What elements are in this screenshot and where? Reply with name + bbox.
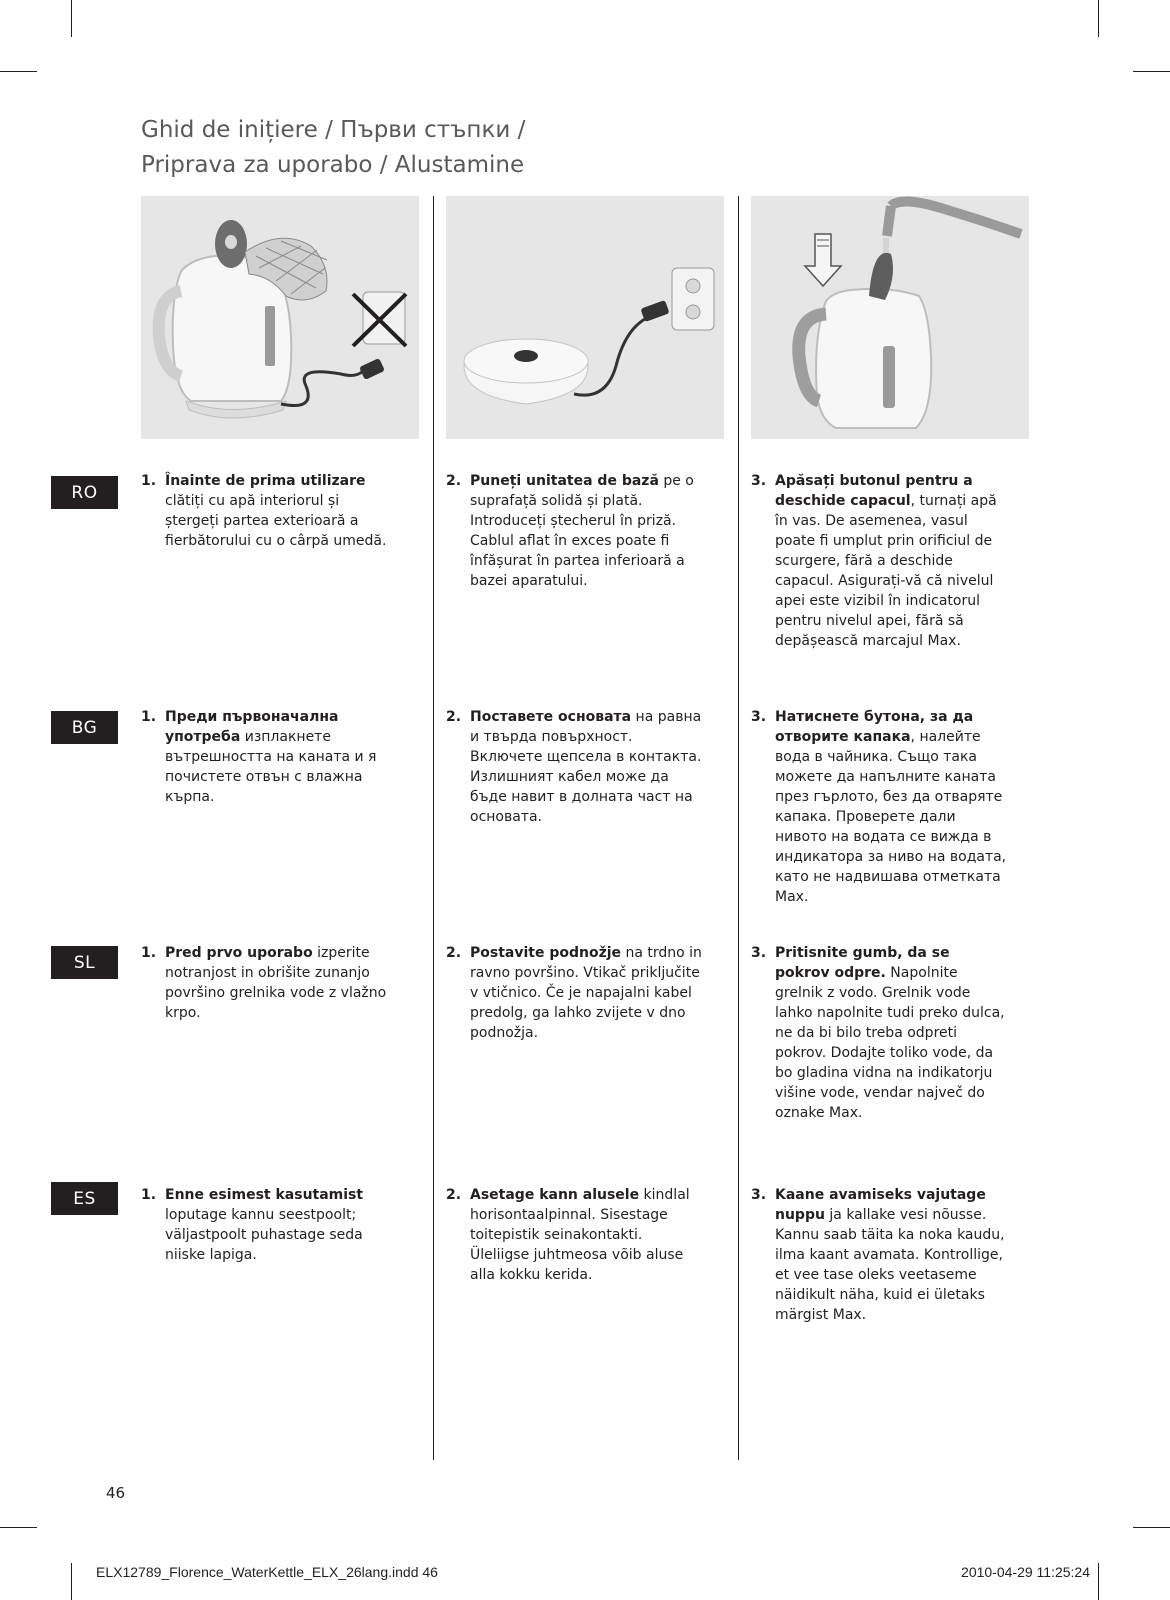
page-title-line-2: Priprava za uporabo / Alustamine: [141, 152, 525, 178]
kettle-rinse-illustration: [141, 196, 419, 439]
step-es-3: [751, 1185, 1007, 1325]
step-text: ja kallake vesi nõusse. Kannu saab täita ka noka kaudu, ilma kaant avamata. Kontrollige, et vee tase oleks veetaseme näidikult näha, kuid ei ületaks märgist Max.: [775, 1207, 1005, 1323]
language-badge-sl: SL: [51, 946, 118, 979]
step-title: Puneți unitatea de bază: [470, 473, 659, 489]
crop-mark: [0, 1527, 37, 1528]
page-title: [141, 113, 525, 183]
step-text: pe o suprafață solidă și plată. Introduceți ștecherul în priză. Cablul aflat în exces poate fi înfășurat în partea inferioară a bazei aparatului.: [470, 473, 694, 589]
step-sl-1: [141, 943, 397, 1023]
step-title: Apăsați butonul pentru a deschide capacul: [775, 473, 973, 509]
step-es-1: [141, 1185, 397, 1265]
step-title: Pritisnite gumb, da se pokrov odpre.: [775, 945, 950, 981]
step-text: clătiți cu apă interiorul și ștergeți partea exterioară a fierbătorului cu o cârpă umedă.: [165, 493, 387, 549]
crop-mark: [1133, 1527, 1170, 1528]
language-badge-ro: RO: [51, 476, 118, 509]
step-text: , turnați apă în vas. De asemenea, vasul poate fi umplut prin orificiul de scurgere, fără a deschide capacul. Asigurați-vă că nivelul apei este vizibil în indicatorul pentru nivelul apei, fără să depășească marcajul Max.: [775, 493, 997, 649]
language-badge-bg: BG: [51, 711, 118, 744]
step-text: na trdno in ravno površino. Vtikač priključite v vtičnico. Če je napajalni kabel predolg, ga lahko zvijete v dno podnožja.: [470, 945, 702, 1041]
step-title: Натиснете бутона, за да отворите капака: [775, 709, 974, 745]
crop-mark: [1133, 71, 1170, 72]
step-number: 3.: [751, 473, 767, 489]
step-text: izperite notranjost in obrišite zunanjo površino grelnika vode z vlažno krpo.: [165, 945, 387, 1021]
step-bg-2: [446, 707, 702, 827]
crop-mark: [1098, 1563, 1099, 1600]
page-title-line-1: Ghid de inițiere / Първи стъпки /: [141, 117, 526, 143]
step-number: 1.: [141, 1187, 157, 1203]
step-number: 3.: [751, 1187, 767, 1203]
crop-mark: [0, 71, 37, 72]
step-text: loputage kannu seestpoolt; väljastpoolt puhastage seda niiske lapiga.: [165, 1207, 363, 1263]
step-sl-3: [751, 943, 1007, 1123]
step-number: 3.: [751, 945, 767, 961]
step-number: 1.: [141, 473, 157, 489]
kettle-fill-illustration: [751, 196, 1029, 439]
page-number: 46: [106, 1484, 126, 1502]
step-ro-1: [141, 471, 397, 551]
step-number: 3.: [751, 709, 767, 725]
step-number: 1.: [141, 945, 157, 961]
step-number: 2.: [446, 473, 462, 489]
step-es-2: [446, 1185, 702, 1285]
step-ro-2: [446, 471, 702, 591]
step-text: изплакнете вътрешността на каната и я почистете отвън с влажна кърпа.: [165, 729, 377, 805]
step-title: Înainte de prima utilizare: [165, 473, 366, 489]
step-title: Поставете основата: [470, 709, 632, 725]
step-bg-3: [751, 707, 1007, 907]
step-text: , налейте вода в чайника. Също така можете да напълните каната през гърлото, без да отваряте капака. Проверете дали нивото на водата се вижда в индикатора за ниво на водата, като не надвишава отметката Max.: [775, 729, 1007, 905]
step-text: на равна и твърда повърхност. Включете щепсела в контакта. Излишният кабел може да бъде навит в долната част на основата.: [470, 709, 702, 825]
step-number: 2.: [446, 945, 462, 961]
step-number: 1.: [141, 709, 157, 725]
step-number: 2.: [446, 709, 462, 725]
step-title: Postavite podnožje: [470, 945, 622, 961]
step-text: Napolnite grelnik z vodo. Grelnik vode lahko napolnite tudi preko dulca, ne da bi bilo treba odpreti pokrov. Dodajte toliko vode, da bo gladina vidna na indikatorju višine vode, vendar največ do oznake Max.: [775, 965, 1005, 1121]
base-plug-illustration: [446, 196, 724, 439]
step-ro-3: [751, 471, 1007, 651]
language-badge-es: ES: [51, 1182, 118, 1215]
step-bg-1: [141, 707, 397, 807]
crop-mark: [71, 1563, 72, 1600]
crop-mark: [1098, 0, 1099, 37]
step-title: Enne esimest kasutamist: [165, 1187, 364, 1203]
step-text: kindlal horisontaalpinnal. Sisestage toitepistik seinakontakti. Üleliigse juhtmeosa võib aluse alla kokku kerida.: [470, 1187, 690, 1283]
crop-mark: [71, 0, 72, 37]
step-title: Преди първоначална употреба: [165, 709, 339, 745]
step-title: Kaane avamiseks vajutage nuppu: [775, 1187, 986, 1223]
column-divider: [738, 196, 739, 1460]
step-title: Pred prvo uporabo: [165, 945, 313, 961]
step-number: 2.: [446, 1187, 462, 1203]
print-slug-file: ELX12789_Florence_WaterKettle_ELX_26lang.indd 46: [96, 1564, 438, 1580]
print-slug-date: 2010-04-29 11:25:24: [961, 1564, 1090, 1580]
step-title: Asetage kann alusele: [470, 1187, 640, 1203]
column-divider: [433, 196, 434, 1460]
step-sl-2: [446, 943, 702, 1043]
